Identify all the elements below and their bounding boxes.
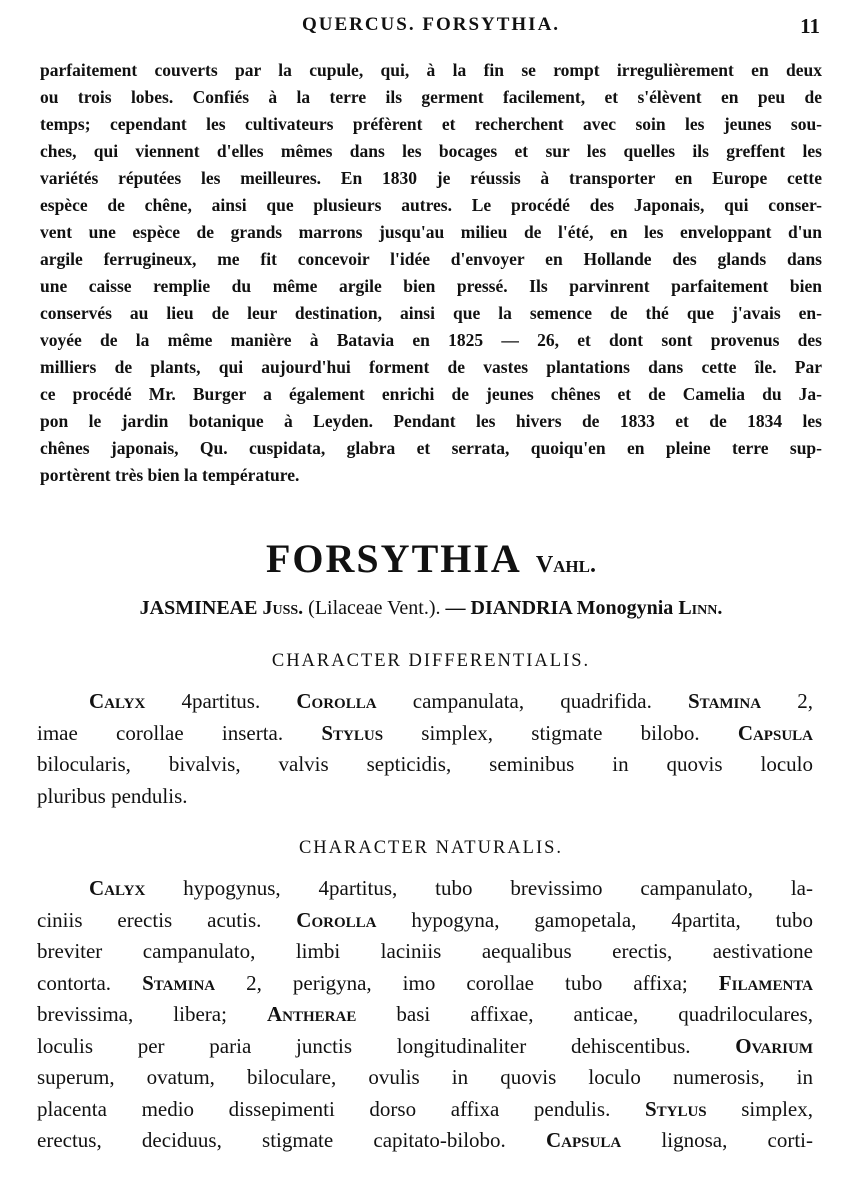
text-fragment: 4partitus. [145,689,297,713]
text-line: variétés réputées les meilleures. En 1830 je réussis à transporter en Europe cette [40,168,822,188]
text-fragment: placenta medio dissepimenti dorso affixa pendulis. [37,1096,645,1121]
text-fragment: imae corollae inserta. [37,720,322,745]
character-naturalis-paragraph [37,873,813,1157]
text-line: une caisse remplie du même argile bien pressé. Ils parvinrent parfaitement bien [40,276,822,296]
text-line: argile ferrugineux, me fit concevoir l'idée d'envoyer en Hollande des glands dans [40,249,822,269]
text-line: breviter campanulato, limbi laciniis aequalibus erectis, aestivatione [37,939,813,963]
genus-author: Vahl. [535,552,596,578]
text-line [37,905,813,937]
text-line: bilocularis, bivalvis, valvis septicidis, seminibus in quovis loculo [37,752,813,776]
text-line: portèrent très bien la température. [40,465,300,485]
family-name: JASMINEAE [139,597,258,619]
family-author: Juss. [262,597,304,619]
text-fragment: ciniis erectis acutis. [37,907,297,932]
text-line: vent une espèce de grands marrons jusqu'au milieu de l'été, en les enveloppant d'un [40,222,822,242]
text-line [37,1125,813,1157]
character-naturalis-heading: CHARACTER NATURALIS. [298,838,564,858]
term-stylus: Stylus [321,720,384,745]
running-head: QUERCUS. FORSYTHIA. [301,14,561,35]
term-corolla: Corolla [296,907,377,932]
genus-heading [0,535,862,582]
text-line: ches, qui viennent d'elles mêmes dans les bocages et sur les quelles ils greffent les [40,141,822,161]
text-line [37,1094,813,1126]
text-line: milliers de plants, qui aujourd'hui forment de vastes plantations dans cette île. Par [40,357,822,377]
text-line: pluribus pendulis. [37,783,188,808]
term-filamenta: Filamenta [718,970,814,995]
text-fragment: brevissima, libera; [37,1002,267,1026]
text-fragment: lignosa, corti- [621,1128,814,1152]
text-line: chênes japonais, Qu. cuspidata, glabra et serrata, quoiqu'en en pleine terre sup- [40,438,822,458]
text-line [37,873,813,905]
text-line: superum, ovatum, biloculare, ovulis in quovis loculo numerosis, in [37,1065,813,1089]
class-name: DIANDRIA [470,597,572,619]
class-author: Linn. [678,597,723,619]
text-line [37,1031,813,1063]
family-synonym: (Lilaceae Vent.). [308,597,441,619]
text-fragment: simplex, [706,1096,813,1121]
text-fragment: hypogynus, 4partitus, tubo brevissimo campanulato, la- [145,876,813,900]
term-calyx: Calyx [89,689,146,713]
intro-paragraph [40,57,822,489]
page-number: 11 [800,14,820,38]
text-fragment: hypogyna, gamopetala, 4partita, tubo [376,907,813,932]
text-line: voyée de la même manière à Batavia en 1825 — 26, et dont sont provenus des [40,330,822,350]
text-line: conservés au lieu de leur destination, ainsi que la semence de thé que j'avais en- [40,303,822,323]
character-differentialis-heading: CHARACTER DIFFERENTIALIS. [271,651,591,671]
term-stamina: Stamina [142,970,216,995]
text-line: espèce de chêne, ainsi que plusieurs autres. Le procédé des Japonais, qui conser- [40,195,822,215]
text-line: temps; cependant les cultivateurs préfèrent et recherchent avec soin les jeunes sou- [40,114,822,134]
text-fragment: loculis per paria junctis longitudinaliter dehiscentibus. [37,1033,736,1058]
text-line [37,686,813,718]
term-antherae: Antherae [267,1002,357,1026]
text-fragment: 2, perigyna, imo corollae tubo affixa; [215,970,719,995]
text-line: ou trois lobes. Confiés à la terre ils germent facilement, et s'élèvent en peu de [40,87,822,107]
text-line: pon le jardin botanique à Leyden. Pendant les hivers de 1833 et de 1834 les [40,411,822,431]
order-name: Monogynia [576,597,674,619]
text-line [37,999,813,1031]
text-line: parfaitement couverts par la cupule, qui, à la fin se rompt irregulièrement en deux [40,60,822,80]
term-stamina: Stamina [688,689,762,713]
page-header [0,14,862,46]
character-differentialis-paragraph [37,686,813,812]
term-corolla: Corolla [296,689,377,713]
classification-line [38,597,824,620]
text-fragment: simplex, stigmate bilobo. [383,720,738,745]
text-fragment: contorta. [37,970,143,995]
text-line [37,718,813,750]
term-calyx: Calyx [89,876,146,900]
text-fragment: campanulata, quadrifida. [376,689,688,713]
text-fragment: 2, [761,689,813,713]
term-ovarium: Ovarium [735,1033,813,1058]
text-line: ce procédé Mr. Burger a également enrichi de jeunes chênes et de Camelia du Ja- [40,384,822,404]
term-capsula: Capsula [737,720,813,745]
text-line [37,968,813,1000]
genus-title: FORSYTHIA [266,536,522,581]
term-capsula: Capsula [546,1128,622,1152]
dash: — [445,597,466,619]
term-stylus: Stylus [644,1096,707,1121]
text-fragment: basi affixae, anticae, quadriloculares, [356,1002,813,1026]
text-fragment: erectus, deciduus, stigmate capitato-bilobo. [37,1128,546,1152]
